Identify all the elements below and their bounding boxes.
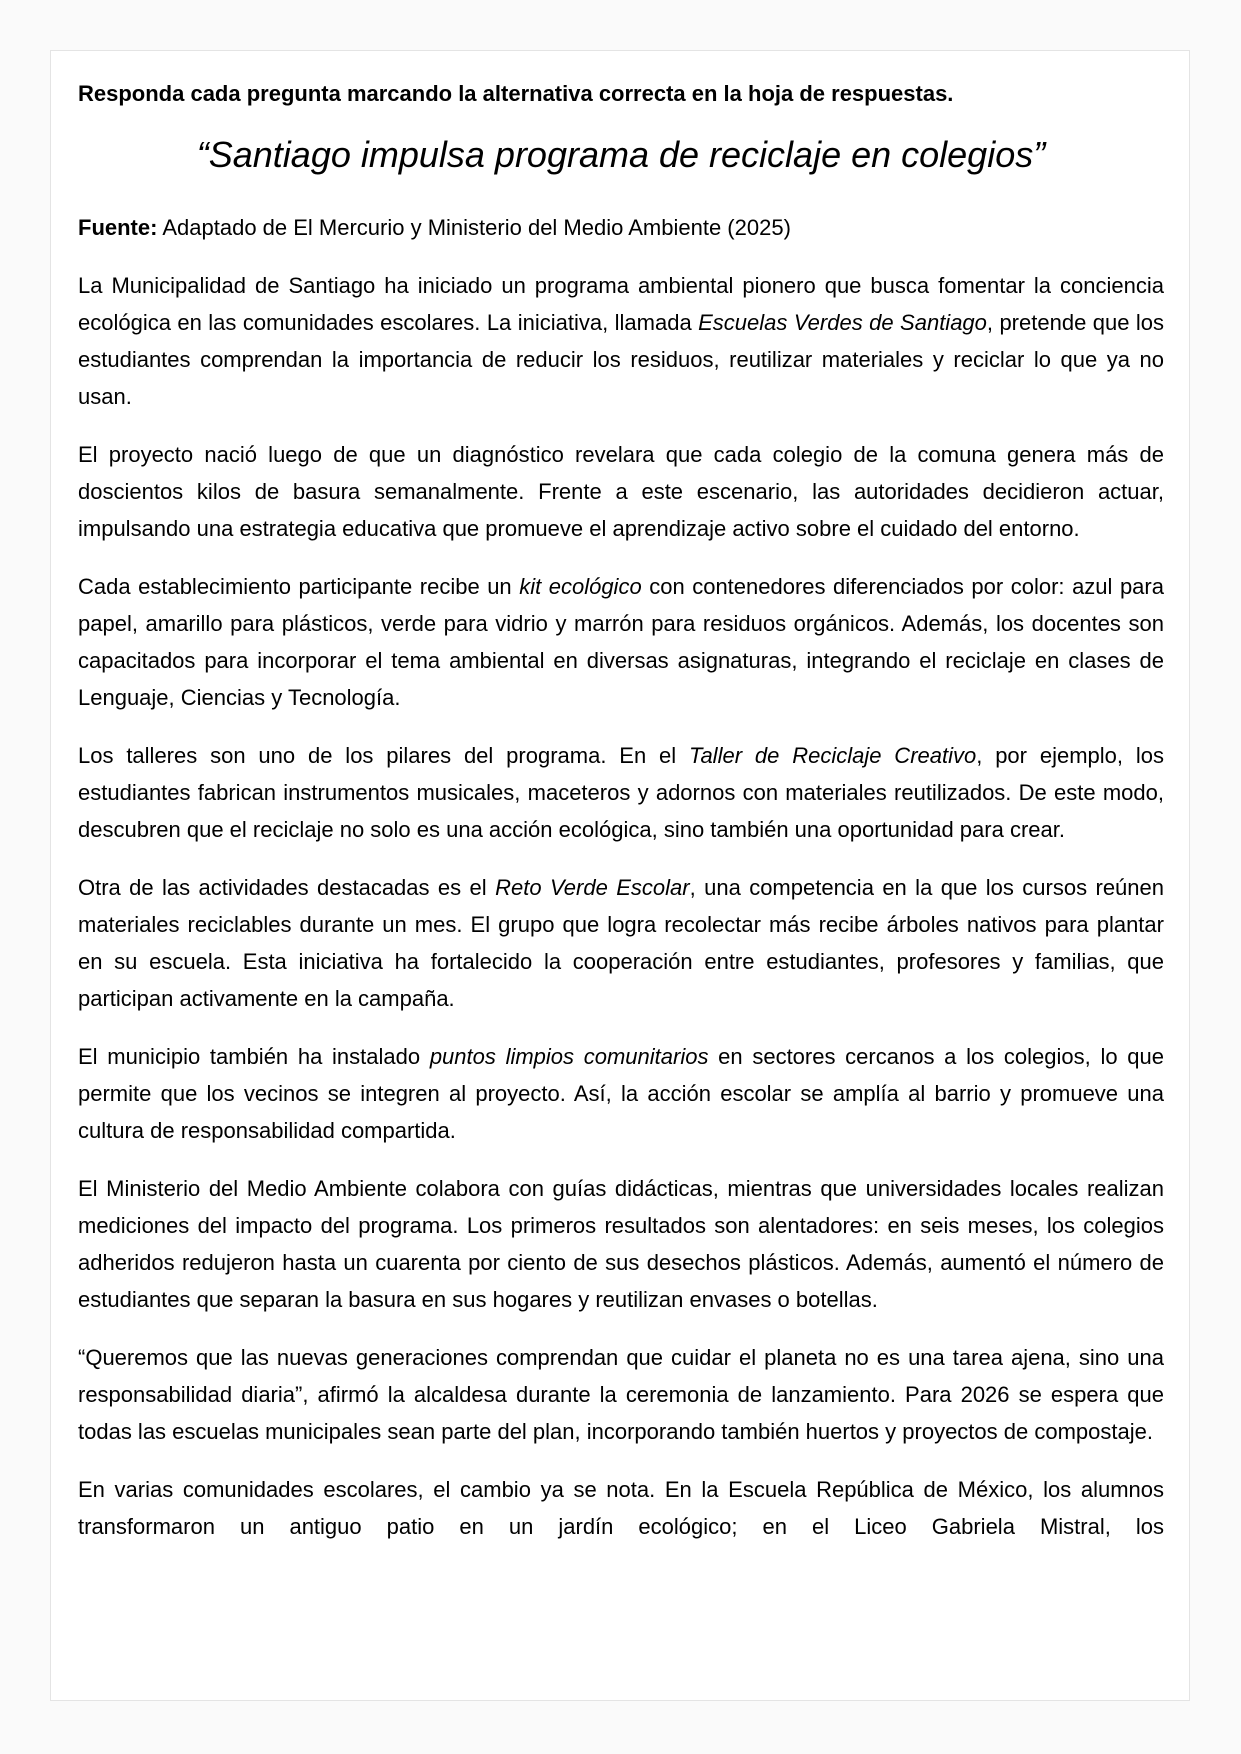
instruction-text: Responda cada pregunta marcando la alternativa correcta en la hoja de respuestas. (78, 81, 954, 106)
italic-run: Taller de Reciclaje Creativo (689, 743, 977, 768)
source-line (78, 209, 1164, 246)
text-run: Cada establecimiento participante recibe un (78, 574, 520, 599)
source-label: Fuente: (78, 215, 158, 240)
document-body (78, 267, 1164, 1545)
italic-run: puntos limpios comunitarios (429, 1044, 709, 1069)
paragraph-8 (78, 1339, 1164, 1450)
document-title: “Santiago impulsa programa de reciclaje en colegios” (196, 134, 1046, 175)
text-run: La Municipalidad de Santiago ha iniciado un programa ambiental pionero que busca fomentar la conciencia ecológica en las comunidades escolares. La iniciativa, llamada (78, 273, 1164, 335)
paragraph-6 (78, 1038, 1164, 1149)
paragraph-4 (78, 737, 1164, 848)
source-text: Adaptado de El Mercurio y Ministerio del Medio Ambiente (2025) (157, 215, 791, 240)
text-run: , por ejemplo, los estudiantes fabrican instrumentos musicales, maceteros y adornos con materiales reutilizados. De este modo, descubren que el reciclaje no solo es una acción ecológica, sino también una oportunidad para crear. (78, 743, 1164, 842)
text-run: Otra de las actividades destacadas es el (78, 875, 496, 900)
italic-run: kit ecológico (519, 574, 642, 599)
text-run: El proyecto nació luego de que un diagnóstico revelara que cada colegio de la comuna genera más de doscientos kilos de basura semanalmente. Frente a este escenario, las autoridades decidieron actuar, impulsando una estrategia educativa que promueve el aprendizaje activo sobre el cuidado del entorno. (78, 442, 1164, 541)
text-run: , una competencia en la que los cursos reúnen materiales reciclables durante un mes. El grupo que logra recolectar más recibe árboles nativos para plantar en su escuela. Esta iniciativa ha fortalecido la cooperación entre estudiantes, profesores y familias, que participan activamente en la campaña. (78, 875, 1164, 1011)
paragraph-5 (78, 869, 1164, 1017)
text-run: El Ministerio del Medio Ambiente colabora con guías didácticas, mientras que universidades locales realizan mediciones del impacto del programa. Los primeros resultados son alentadores: en seis meses, los colegios adheridos redujeron hasta un cuarenta por ciento de sus desechos plásticos. Además, aumentó el número de estudiantes que separan la basura en sus hogares y reutilizan envases o botellas. (78, 1176, 1164, 1312)
italic-run: Reto Verde Escolar (495, 875, 690, 900)
text-run: Los talleres son uno de los pilares del programa. En el (78, 743, 690, 768)
text-run: El municipio también ha instalado (78, 1044, 430, 1069)
paragraph-3 (78, 568, 1164, 716)
text-run: En varias comunidades escolares, el cambio ya se nota. En la Escuela República de México, los alumnos transformaron un antiguo patio en un jardín ecológico; en el Liceo Gabriela Mistral, los (78, 1477, 1164, 1539)
paragraph-7 (78, 1170, 1164, 1318)
text-run: “Queremos que las nuevas generaciones comprendan que cuidar el planeta no es una tarea ajena, sino una responsabilidad diaria”, afirmó la alcaldesa durante la ceremonia de lanzamiento. Para 2026 se espera que todas las escuelas municipales sean parte del plan, incorporando también huertos y proyectos de compostaje. (78, 1345, 1164, 1444)
italic-run: Escuelas Verdes de Santiago (698, 310, 987, 335)
paragraph-2 (78, 436, 1164, 547)
document-page (50, 50, 1190, 1701)
text-run: con contenedores diferenciados por color: azul para papel, amarillo para plásticos, verde para vidrio y marrón para residuos orgánicos. Además, los docentes son capacitados para incorporar el tema ambiental en diversas asignaturas, integrando el reciclaje en clases de Lenguaje, Ciencias y Tecnología. (78, 574, 1164, 710)
paragraph-1 (78, 267, 1164, 415)
paragraph-9 (78, 1471, 1164, 1545)
text-run: en sectores cercanos a los colegios, lo que permite que los vecinos se integren al proyecto. Así, la acción escolar se amplía al barrio y promueve una cultura de responsabilidad compartida. (78, 1044, 1164, 1143)
text-run: , pretende que los estudiantes comprendan la importancia de reducir los residuos, reutilizar materiales y reciclar lo que ya no usan. (78, 310, 1164, 409)
